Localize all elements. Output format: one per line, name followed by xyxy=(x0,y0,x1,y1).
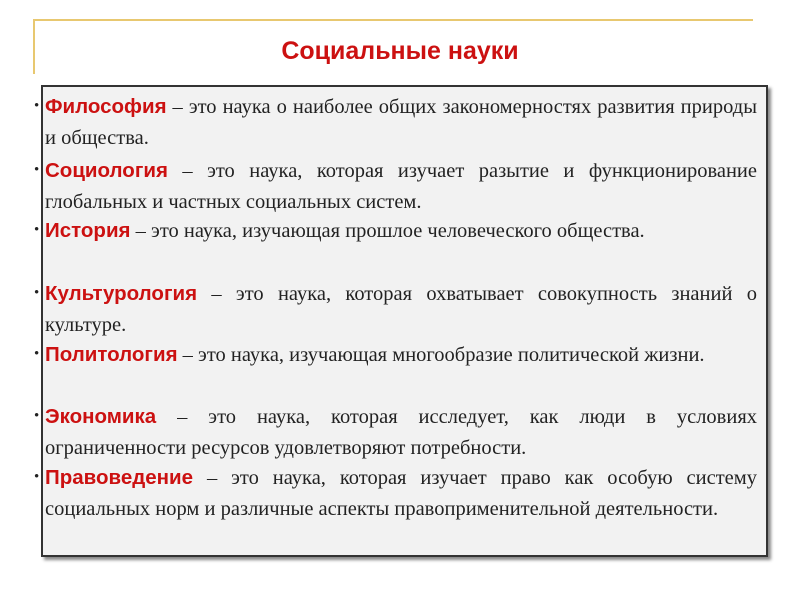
term-label: Культурология xyxy=(45,282,198,305)
list-item-politology xyxy=(34,339,757,371)
term-label: История xyxy=(45,219,131,242)
term-label: Правоведение xyxy=(45,466,194,489)
definition-text: – это наука, которая изучает разытие и функционирование глобальных и частных социальных систем. xyxy=(45,160,757,213)
list-item-sociology xyxy=(34,155,757,218)
definition-text: – это наука, изучающая прошлое человеческого общества. xyxy=(130,220,645,242)
term-label: Философия xyxy=(45,95,167,118)
definition-text: – это наука о наиболее общих закономерностях развития природы и общества. xyxy=(45,96,757,149)
list-item-law xyxy=(34,462,757,525)
definition-text: – это наука, которая изучает право как особую систему социальных норм и различные аспекты правоприменительной деятельности. xyxy=(45,467,757,520)
bullet-icon: • xyxy=(34,222,40,238)
list-item-culturology xyxy=(34,278,757,341)
slide-title: Социальные науки xyxy=(281,37,519,65)
term-label: Политология xyxy=(45,343,178,366)
decorative-horizontal-line xyxy=(33,19,753,21)
bullet-icon: • xyxy=(34,408,40,424)
bullet-icon: • xyxy=(34,285,40,301)
bullet-icon: • xyxy=(34,162,40,178)
definition-text: – это наука, которая охватывает совокупность знаний о культуре. xyxy=(45,283,757,336)
bullet-icon: • xyxy=(34,469,40,485)
list-item-philosophy xyxy=(34,91,757,154)
bullet-icon: • xyxy=(34,98,40,114)
list-item-economics xyxy=(34,401,757,464)
definition-text: – это наука, которая исследует, как люди в условиях ограниченности ресурсов удовлетворяют потребности. xyxy=(45,406,757,459)
list-item-history xyxy=(34,215,757,247)
term-label: Социология xyxy=(45,159,168,182)
definition-text: – это наука, изучающая многообразие политической жизни. xyxy=(177,344,705,366)
bullet-icon: • xyxy=(34,346,40,362)
term-label: Экономика xyxy=(45,405,157,428)
